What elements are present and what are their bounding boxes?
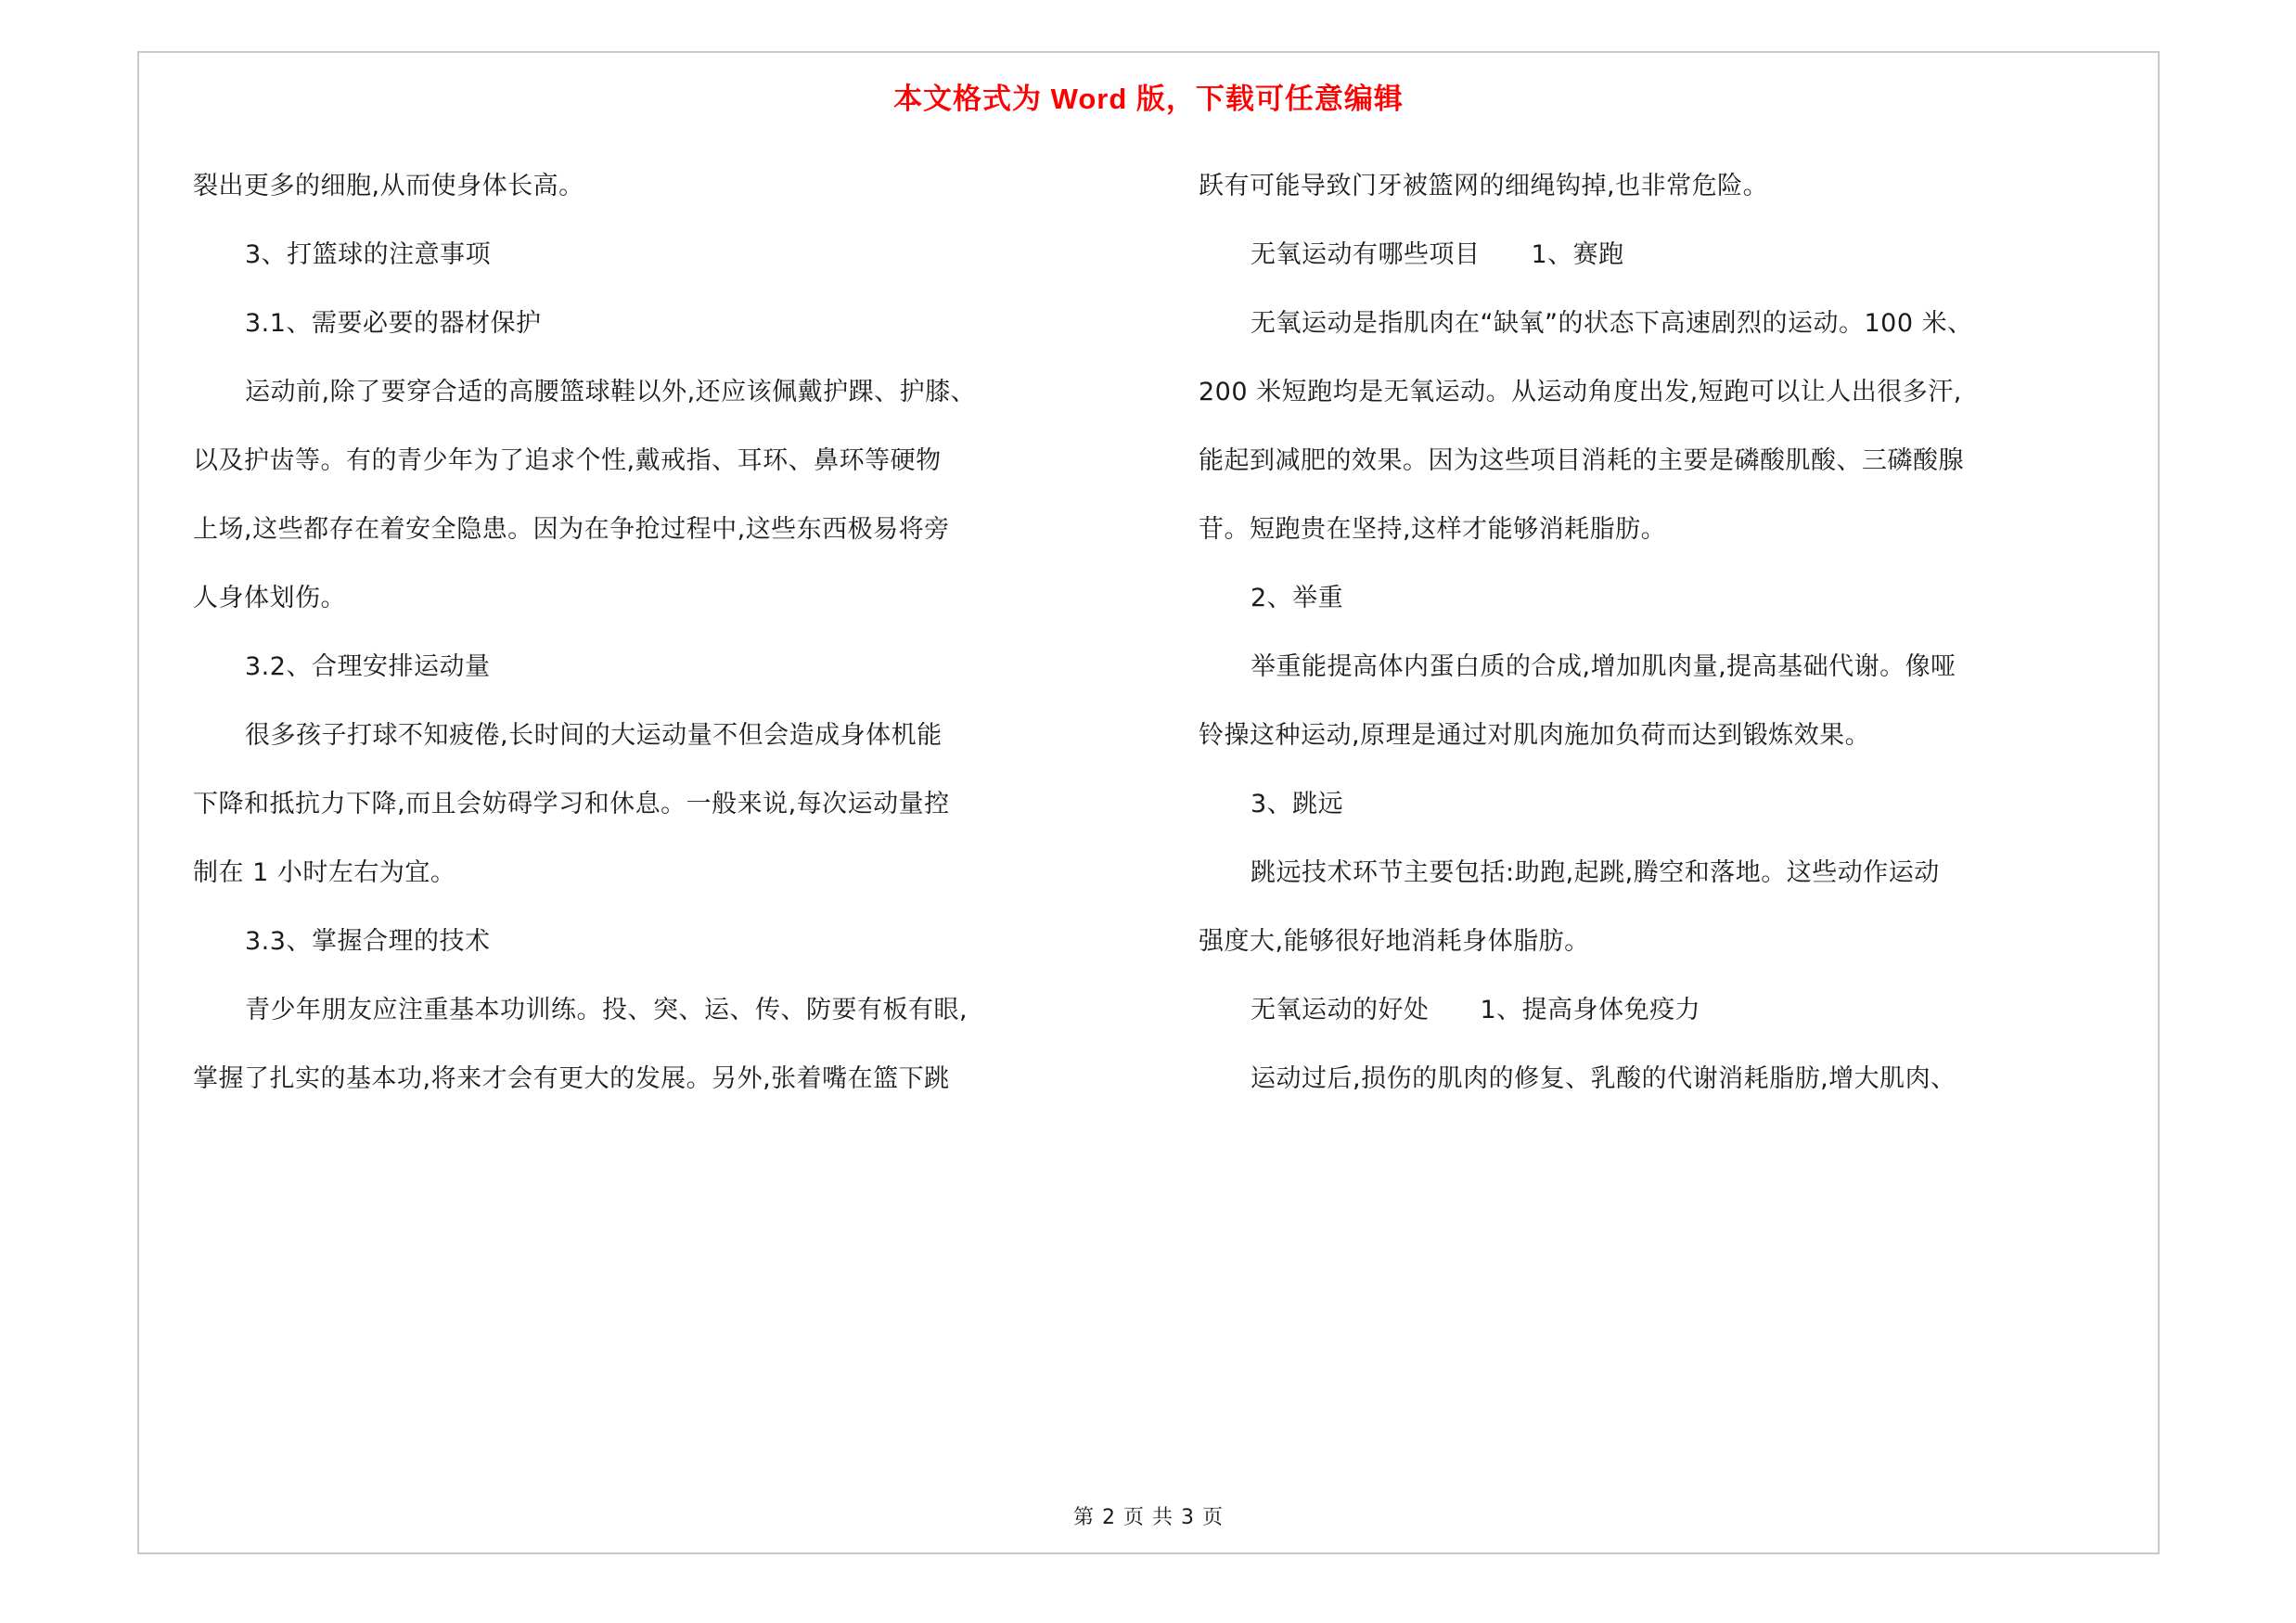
paragraph: 3.3、掌握合理的技术	[245, 927, 491, 956]
paragraph: 跳远技术环节主要包括:助跑,起跳,腾空和落地。这些动作运动	[1251, 858, 1940, 887]
paragraph: 很多孩子打球不知疲倦,长时间的大运动量不但会造成身体机能	[245, 721, 943, 750]
paragraph: 3、跳远	[1251, 790, 1344, 818]
paragraph: 无氧运动有哪些项目 1、赛跑	[1251, 240, 1624, 269]
paragraph: 跃有可能导致门牙被篮网的细绳钩掉,也非常危险。	[1199, 172, 1769, 200]
paragraph: 制在 1 小时左右为宜。	[193, 858, 456, 887]
paragraph: 运动过后,损伤的肌肉的修复、乳酸的代谢消耗脂肪,增大肌肉、	[1251, 1064, 1956, 1093]
right-column	[1148, 152, 2104, 1453]
paragraph: 无氧运动是指肌肉在“缺氧”的状态下高速剧烈的运动。100 米、	[1251, 309, 1973, 338]
paragraph: 能起到减肥的效果。因为这些项目消耗的主要是磷酸肌酸、三磷酸腺	[1199, 446, 1964, 475]
paragraph: 裂出更多的细胞,从而使身体长高。	[193, 172, 584, 200]
paragraph: 200 米短跑均是无氧运动。从运动角度出发,短跑可以让人出很多汗,	[1199, 378, 1962, 406]
paragraph: 下降和抵抗力下降,而且会妨碍学习和休息。一般来说,每次运动量控	[193, 790, 950, 818]
paragraph: 2、举重	[1251, 584, 1344, 612]
paragraph: 青少年朋友应注重基本功训练。投、突、运、传、防要有板有眼,	[245, 996, 968, 1024]
paragraph: 举重能提高体内蛋白质的合成,增加肌肉量,提高基础代谢。像哑	[1251, 652, 1956, 681]
paragraph: 苷。短跑贵在坚持,这样才能够消耗脂肪。	[1199, 515, 1667, 544]
two-column-body	[139, 126, 2158, 1453]
paragraph: 无氧运动的好处 1、提高身体免疫力	[1251, 996, 1701, 1024]
paragraph: 3.1、需要必要的器材保护	[245, 309, 542, 338]
paragraph: 运动前,除了要穿合适的高腰篮球鞋以外,还应该佩戴护踝、护膝、	[245, 378, 977, 406]
paragraph: 人身体划伤。	[193, 584, 346, 612]
page-footer: 第 2 页 共 3 页	[1073, 1506, 1224, 1529]
paragraph: 3、打篮球的注意事项	[245, 240, 492, 269]
paragraph: 铃操这种运动,原理是通过对肌肉施加负荷而达到锻炼效果。	[1199, 721, 1871, 750]
paragraph: 掌握了扎实的基本功,将来才会有更大的发展。另外,张着嘴在篮下跳	[193, 1064, 950, 1093]
paragraph: 以及护齿等。有的青少年为了追求个性,戴戒指、耳环、鼻环等硬物	[193, 446, 942, 475]
paragraph: 3.2、合理安排运动量	[245, 652, 491, 681]
word-version-banner: 本文格式为 Word 版，下载可任意编辑	[893, 83, 1404, 115]
left-column	[193, 152, 1148, 1453]
document-page	[137, 51, 2160, 1554]
paragraph: 强度大,能够很好地消耗身体脂肪。	[1199, 927, 1590, 956]
paragraph: 上场,这些都存在着安全隐患。因为在争抢过程中,这些东西极易将旁	[193, 515, 950, 544]
